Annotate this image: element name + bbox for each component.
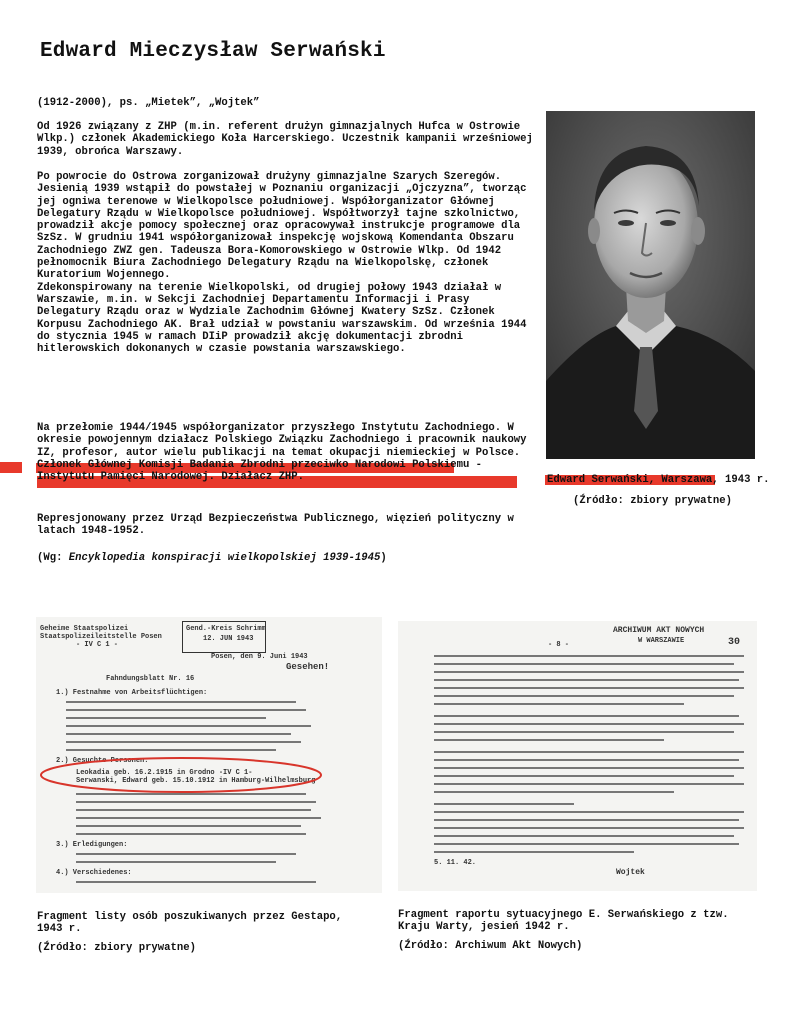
citation-suffix: ) <box>380 552 387 564</box>
raport-signature: Wojtek <box>616 868 645 877</box>
raport-header: ARCHIWUM AKT NOWYCH <box>613 626 705 635</box>
raport-document-image <box>398 621 757 891</box>
gestapo-header-2: Staatspolizeileitstelle Posen <box>40 633 162 641</box>
raport-source: (Źródło: Archiwum Akt Nowych) <box>398 940 583 952</box>
citation-title: Encyklopedia konspiracji wielkopolskiej 1939-1945 <box>68 552 381 564</box>
bio-paragraph-2-a: Po powrocie do Ostrowa zorganizował drużyny gimnazjalne Szarych Szeregów. Jesienią 1939 wstąpił do powstałej w Poznaniu organizacji „Ojczyzna”, tworząc jej ogniwa terenowe w Wielkopolsce południowej. Współorganizator Głównej Delegatury Rządu w Wielkopolsce południowej. Współtworzył tajne szkolnictwo, prowadził akcje pomocy społecznej oraz opracowywał instrukcje programowe dla SzSz. W grudniu 1941 współorganizował inspekcję wojskową Komendanta Obszaru Zachodniego ZWZ gen. Tadeusza Bora-Komorowskiego w Ostrowie Wlkp. Od 1942 pełnomocnik Biura Zachodniego Delegatury Rządu na Wielkopolskę, członek Kuratorium Wojennego. <box>37 171 527 282</box>
portrait-caption: Edward Serwański, Warszawa, 1943 r. <box>547 474 770 486</box>
source-citation <box>37 552 537 564</box>
page-title: Edward Mieczysław Serwański <box>40 40 386 63</box>
life-dates: (1912-2000), ps. „Mietek”, „Wojtek” <box>37 97 260 109</box>
red-highlight-bar-1 <box>0 462 22 473</box>
gestapo-header-3: - IV C 1 - <box>76 641 119 649</box>
portrait-illustration <box>546 111 755 459</box>
raport-page-no: 30 <box>728 637 741 648</box>
raport-caption: Fragment raportu sytuacyjnego E. Serwańskiego z tzw. Kraju Warty, jesień 1942 r. <box>398 909 729 934</box>
raport-subheader: W WARSZAWIE <box>638 637 685 645</box>
gestapo-stamp-date: 12. JUN 1943 <box>203 635 254 643</box>
bio-paragraph-2-b: Zdekonspirowany na terenie Wielkopolski, od drugiej połowy 1943 działał w Warszawie, m.in. w Sekcji Zachodniej Departamentu Informacji i Prasy Delegatury Rządu oraz w Wydziale Zachodnim Głównej Kwatery SzSz. Członek Korpusu Zachodniego AK. Brał udział w powstaniu warszawskim. Od września 1944 do stycznia 1945 w ramach DIiP prowadził akcję dokumentacji zbrodni hitlerowskich dokonanych w czasie powstania warszawskiego. <box>37 281 527 356</box>
gestapo-gesehen: Gesehen! <box>286 662 330 672</box>
gestapo-section-3: 3.) Erledigungen: <box>56 841 128 849</box>
gestapo-source: (Źródło: zbiory prywatne) <box>37 942 196 954</box>
citation-prefix: (Wg: <box>37 552 69 564</box>
gestapo-fahndungsblatt: Fahndungsblatt Nr. 16 <box>106 675 195 683</box>
gestapo-header-1: Geheime Staatspolizei <box>40 625 129 633</box>
raport-page: - 8 - <box>548 641 570 649</box>
gestapo-section-2: 2.) Gesuchte Personen: <box>56 757 149 765</box>
gestapo-date-line: Posen, den 9. Juni 1943 <box>211 653 308 661</box>
gestapo-highlight-2: Serwanski, Edward geb. 15.10.1912 in Hamburg-Wilhelmsburg <box>76 777 316 785</box>
raport-date: 5. 11. 42. <box>434 859 477 867</box>
portrait-photo <box>546 111 755 459</box>
bio-paragraph-4: Represjonowany przez Urząd Bezpieczeństwa Publicznego, więzień polityczny w latach 1948-1952. <box>37 513 514 538</box>
portrait-source: (Źródło: zbiory prywatne) <box>573 495 732 507</box>
gestapo-highlight-1: Leokadia geb. 16.2.1915 in Grodno -IV C 1- <box>76 769 253 777</box>
gestapo-ellipse-mark <box>36 617 382 893</box>
bio-paragraph-1: Od 1926 związany z ZHP (m.in. referent drużyn gimnazjalnych Hufca w Ostrowie Wlkp.) członek Akademickiego Koła Harcerskiego. Uczestnik kampanii wrześniowej 1939, obrońca Warszawy. <box>37 121 533 158</box>
gestapo-stamp-text: Gend.-Kreis Schrimm <box>186 625 266 633</box>
gestapo-section-1: 1.) Festnahme von Arbeitsflüchtigen: <box>56 689 208 697</box>
bio-paragraph-2 <box>37 171 537 355</box>
gestapo-section-4: 4.) Verschiedenes: <box>56 869 132 877</box>
bio-paragraph-3: Na przełomie 1944/1945 współorganizator przyszłego Instytutu Zachodniego. W okresie powojennym działacz Polskiego Związku Zachodniego i pracownik naukowy IZ, profesor, autor wielu publikacji na temat okupacji niemieckiej w Polsce. Członek Głównej Komisji Badania Zbrodni przeciwko Narodowi Polskiemu - Instytutu Pamięci Narodowej. Działacz ZHP. <box>37 422 527 484</box>
gestapo-document-image <box>36 617 382 893</box>
gestapo-caption: Fragment listy osób poszukiwanych przez Gestapo, 1943 r. <box>37 911 343 936</box>
